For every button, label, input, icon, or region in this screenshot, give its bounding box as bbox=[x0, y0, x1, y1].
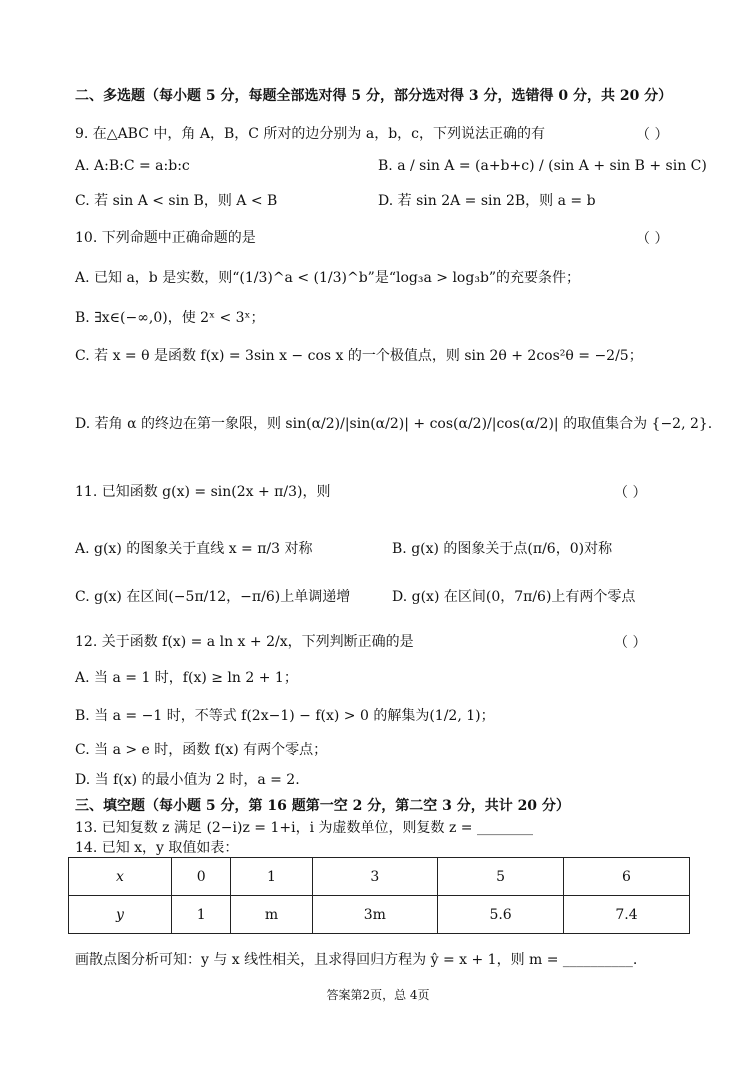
table-cell: 7.4 bbox=[564, 896, 690, 934]
q10-stem: 10. 下列命题中正确命题的是 bbox=[75, 230, 256, 246]
q11-option-d: D. g(x) 在区间(0，7π/6)上有两个零点 bbox=[392, 589, 636, 605]
q12-option-d: D. 当 f(x) 的最小值为 2 时，a = 2. bbox=[75, 772, 300, 788]
q9-stem: 9. 在△ABC 中，角 A，B，C 所对的边分别为 a，b，c，下列说法正确的有 bbox=[75, 126, 546, 142]
table-cell: 3m bbox=[312, 896, 438, 934]
q9-option-c: C. 若 sin A < sin B，则 A < B bbox=[75, 193, 278, 209]
q11-option-c: C. g(x) 在区间(−5π/12，−π/6)上单调递增 bbox=[75, 589, 351, 605]
section3-title: 三、填空题（每小题 5 分，第 16 题第一空 2 分，第二空 3 分，共计 20 分） bbox=[75, 798, 570, 814]
q14-value-table bbox=[68, 857, 690, 934]
q11-stem: 11. 已知函数 g(x) = sin(2x + π/3)，则 bbox=[75, 484, 331, 500]
q12-answer-paren: （ ） bbox=[614, 635, 647, 651]
q12-option-c: C. 当 a > e 时，函数 f(x) 有两个零点； bbox=[75, 742, 328, 758]
section2-title: 二、多选题（每小题 5 分，每题全部选对得 5 分，部分选对得 3 分，选错得 0 分，共 20 分） bbox=[75, 88, 673, 104]
q12-option-a: A. 当 a = 1 时，f(x) ≥ ln 2 + 1； bbox=[75, 670, 298, 686]
table-cell: 1 bbox=[231, 858, 312, 896]
q12-option-b: B. 当 a = −1 时，不等式 f(2x−1) − f(x) > 0 的解集为(1/2, 1)； bbox=[75, 708, 495, 724]
q10-answer-paren: （ ） bbox=[636, 231, 669, 247]
q11-option-a: A. g(x) 的图象关于直线 x = π/3 对称 bbox=[75, 541, 313, 557]
q14-stem: 14. 已知 x，y 取值如表： bbox=[75, 840, 239, 856]
table-row-y bbox=[69, 896, 690, 934]
q13-stem: 13. 已知复数 z 满足 (2−i)z = 1+i，i 为虚数单位，则复数 z = ________ bbox=[75, 820, 533, 836]
q10-option-a: A. 已知 a，b 是实数，则“(1/3)^a < (1/3)^b”是“log₃a > log₃b”的充要条件； bbox=[75, 270, 581, 286]
table-cell: y bbox=[69, 896, 172, 934]
q10-option-b: B. ∃x∈(−∞,0)，使 2ˣ < 3ˣ； bbox=[75, 310, 265, 326]
q11-option-b: B. g(x) 的图象关于点(π/6，0)对称 bbox=[392, 541, 613, 557]
q11-answer-paren: （ ） bbox=[614, 485, 647, 501]
table-cell: x bbox=[69, 858, 172, 896]
table-cell: 6 bbox=[564, 858, 690, 896]
table-cell: 0 bbox=[172, 858, 231, 896]
q12-stem: 12. 关于函数 f(x) = a ln x + 2/x，下列判断正确的是 bbox=[75, 634, 414, 650]
table-row-x bbox=[69, 858, 690, 896]
q10-option-d: D. 若角 α 的终边在第一象限，则 sin(α/2)/|sin(α/2)| + cos(α/2)/|cos(α/2)| 的取值集合为 {−2, 2}. bbox=[75, 416, 713, 432]
page-footer: 答案第2页，总 4页 bbox=[326, 988, 430, 1002]
table-cell: m bbox=[231, 896, 312, 934]
table-cell: 1 bbox=[172, 896, 231, 934]
table-cell: 5.6 bbox=[438, 896, 564, 934]
q9-answer-paren: （ ） bbox=[636, 127, 669, 143]
q9-option-d: D. 若 sin 2A = sin 2B，则 a = b bbox=[378, 193, 596, 209]
q9-option-a: A. A:B:C = a:b:c bbox=[75, 158, 190, 174]
table-cell: 5 bbox=[438, 858, 564, 896]
table-cell: 3 bbox=[312, 858, 438, 896]
q10-option-c: C. 若 x = θ 是函数 f(x) = 3sin x − cos x 的一个极值点，则 sin 2θ + 2cos²θ = −2/5； bbox=[75, 348, 643, 364]
q9-option-b: B. a / sin A = (a+b+c) / (sin A + sin B + sin C) bbox=[378, 158, 707, 174]
q14-after-text: 画散点图分析可知：y 与 x 线性相关，且求得回归方程为 ŷ = x + 1，则 m = __________. bbox=[75, 952, 638, 968]
